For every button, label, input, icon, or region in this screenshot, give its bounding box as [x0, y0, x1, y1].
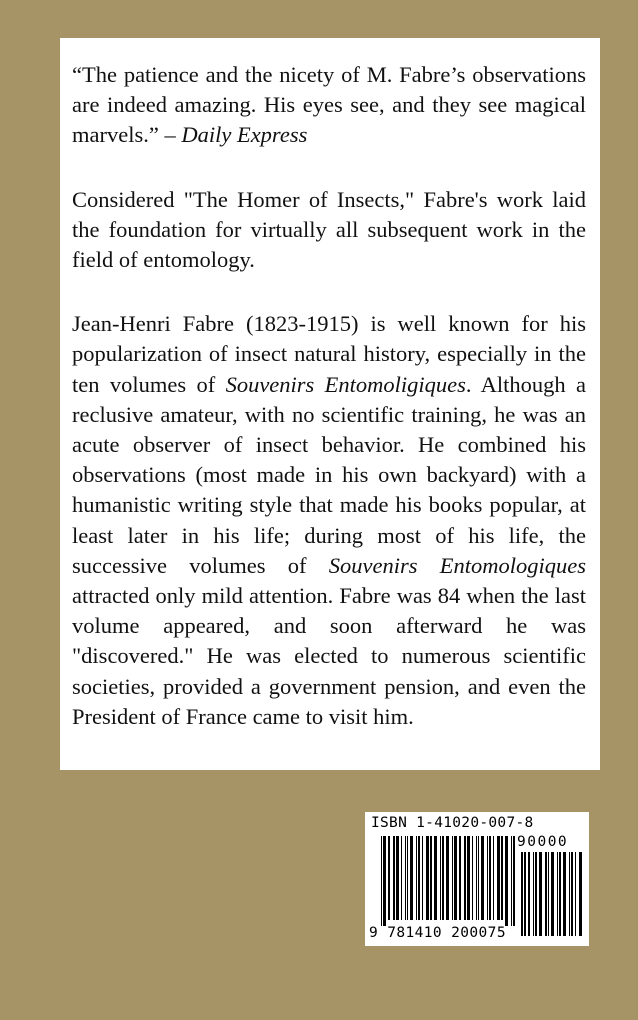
- barcode-bar: [493, 836, 494, 920]
- barcode-bar: [513, 836, 515, 926]
- barcode-bar: [497, 836, 500, 920]
- barcode-bar: [521, 852, 523, 936]
- barcode-bar: [571, 852, 573, 936]
- barcode-bar: [416, 836, 417, 920]
- barcode-bar: [440, 836, 441, 920]
- barcode-bar: [459, 836, 461, 920]
- barcode-bar: [575, 852, 576, 936]
- barcode-bar: [464, 836, 466, 920]
- barcode-bar: [489, 836, 491, 920]
- barcode-bar: [539, 852, 542, 936]
- bio-title-1: Souvenirs Entomoligiques: [225, 371, 466, 397]
- barcode-addon-digits: 90000: [517, 834, 569, 850]
- barcode-bar: [467, 836, 470, 920]
- barcode-bar: [434, 836, 437, 920]
- barcode-bar: [405, 836, 406, 920]
- barcode-bar: [401, 836, 402, 920]
- barcode-bar: [422, 836, 423, 920]
- barcode-bar: [528, 852, 530, 936]
- barcode-bar: [569, 852, 570, 936]
- barcode-bar: [551, 852, 554, 936]
- quote-source: Daily Express: [181, 122, 308, 148]
- barcode-bar: [393, 836, 395, 920]
- bio-text-3: attracted only mild attention. Fabre was 84 when the last volume appeared, and soon afterward he was "discovered." He was elected to numerous scientific societies, provided a government pension, and even the President of France came to visit him.: [72, 583, 586, 729]
- barcode-bar: [545, 852, 547, 936]
- barcode-bar: [472, 836, 473, 920]
- barcode-bar: [452, 836, 453, 920]
- barcode-bar: [407, 836, 408, 920]
- back-cover-text-panel: [60, 38, 600, 770]
- barcode-bar: [442, 836, 444, 920]
- barcode-bar: [410, 836, 413, 920]
- barcode-bar: [559, 852, 561, 936]
- barcode-bar: [396, 836, 399, 920]
- barcode-bar: [563, 852, 566, 936]
- barcode-bar: [481, 836, 484, 920]
- barcode-bar: [383, 836, 386, 926]
- barcode-bar: [426, 836, 429, 920]
- barcode-bar: [446, 836, 449, 920]
- bio-text-1: Jean-Henri Fabre (1823-1915) is well known for his popularization of insect natural history, especially in the ten volumes of: [72, 311, 586, 397]
- bio-title-2: Souvenirs Entomologiques: [328, 552, 586, 578]
- barcode-bar: [454, 836, 457, 920]
- isbn-barcode: [365, 812, 589, 946]
- quote-text: “The patience and the nicety of M. Fabre’s observations are indeed amazing. His eyes see, and they see magical marvels.” –: [72, 62, 586, 148]
- barcode-bar: [548, 852, 549, 936]
- barcode-bar: [501, 836, 503, 920]
- barcode-ean-digits: 9 781410 200075: [369, 925, 506, 941]
- barcode-bar: [381, 836, 382, 926]
- isbn-label: ISBN 1-41020-007-8: [371, 815, 534, 831]
- biography-paragraph: [72, 309, 586, 732]
- barcode-bar: [476, 836, 477, 920]
- barcode-bar: [533, 852, 534, 936]
- barcode-bar: [505, 836, 508, 926]
- barcode-bar: [524, 852, 526, 936]
- barcode-bar: [579, 852, 582, 936]
- barcode-bar: [487, 836, 488, 920]
- barcode-bar: [430, 836, 432, 920]
- barcode-bar: [418, 836, 420, 920]
- summary-text: Considered "The Homer of Insects," Fabre's work laid the foundation for virtually all subsequent work in the field of entomology.: [72, 186, 586, 273]
- review-quote: [72, 60, 586, 151]
- barcode-bar: [557, 852, 558, 936]
- barcode-bar: [511, 836, 512, 926]
- summary-paragraph: [72, 185, 586, 276]
- barcode-bar: [535, 852, 537, 936]
- barcode-bar: [388, 836, 390, 920]
- bio-text-2: . Although a reclusive amateur, with no scientific training, he was an acute observer of insect behavior. He combined his observations (most made in his own backyard) with a humanistic writing style that made his books popular, at least later in his life; during most of his life, the successive volumes of: [72, 371, 586, 578]
- barcode-bar: [478, 836, 479, 920]
